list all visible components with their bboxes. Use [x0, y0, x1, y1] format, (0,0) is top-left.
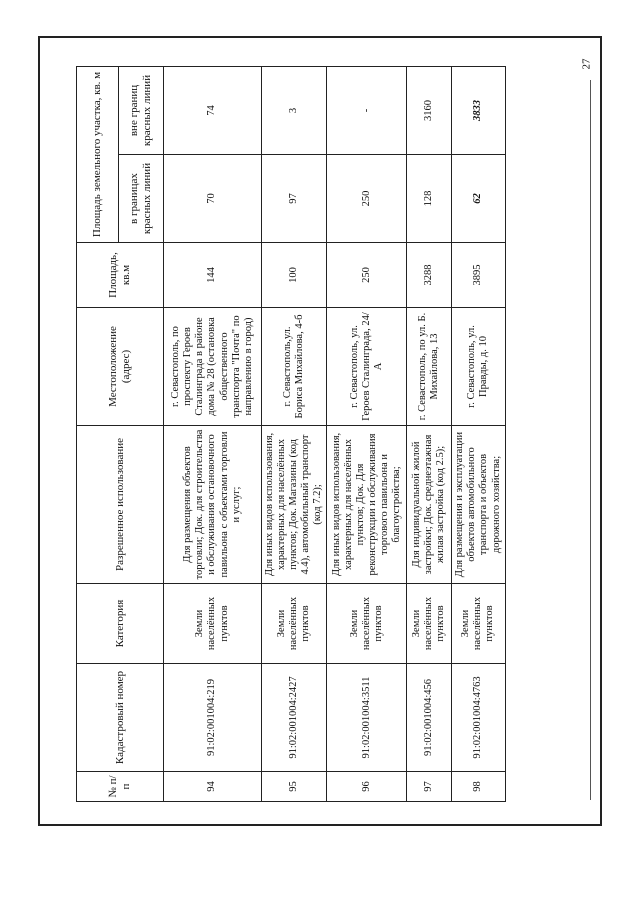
cell-usage: Для иных видов использования, характерных для населённых пунктов; Док. Магазины (код 4.4), автомобильный транспорт (код 7.2);	[262, 426, 327, 584]
header-area: Площадь, кв.м	[77, 243, 164, 308]
header-usage: Разрешенное использование	[77, 426, 164, 584]
table-row	[452, 66, 505, 801]
cell-num: 95	[262, 772, 327, 802]
cell-usage: Для размещения и эксплуатации объектов автомобильного транспорта и объектов дорожного хозяйства;	[452, 426, 505, 584]
page-number: 27	[580, 58, 593, 70]
header-outside: вне границ красных линий	[119, 66, 164, 154]
cell-location: г. Севастополь, по ул. Б. Михайлова, 13	[407, 308, 452, 426]
cell-outside: 3	[262, 66, 327, 154]
header-category: Категория	[77, 584, 164, 664]
cell-category: Земли населённых пунктов	[407, 584, 452, 664]
cell-cadastral: 91:02:001004:219	[164, 664, 262, 772]
cell-num: 98	[452, 772, 505, 802]
header-cadastral: Кадастровый номер	[77, 664, 164, 772]
cell-usage: Для индивидуальной жилой застройки; Док. среднеэтажная жилая застройка (код 2.5);	[407, 426, 452, 584]
cell-outside: 74	[164, 66, 262, 154]
header-plot-area: Площадь земельного участка, кв. м	[77, 66, 119, 242]
cell-location: г. Севастополь,ул. Бориса Михайлова, 4-б	[262, 308, 327, 426]
cell-outside: -	[327, 66, 407, 154]
cell-location: г. Севастополь, ул. Героев Сталинграда, 24/А	[327, 308, 407, 426]
cell-area: 3288	[407, 243, 452, 308]
cell-area: 144	[164, 243, 262, 308]
cell-outside: 3833	[452, 66, 505, 154]
table-container	[76, 67, 502, 802]
table-row	[164, 66, 262, 801]
cell-num: 94	[164, 772, 262, 802]
cell-location: г. Севастополь, по проспекту Героев Сталинграда в районе дома № 28 (остановка общественного транспорта "Почта" по направлению в город)	[164, 308, 262, 426]
cell-num: 96	[327, 772, 407, 802]
cell-area: 100	[262, 243, 327, 308]
cell-cadastral: 91:02:001004:2427	[262, 664, 327, 772]
cell-usage: Для иных видов использования, характерных для населённых пунктов; Док. Для реконструкции и обслуживания торгового павильона и благоустройства;	[327, 426, 407, 584]
cell-category: Земли населённых пунктов	[327, 584, 407, 664]
land-plot-table	[76, 66, 506, 802]
footer-rule	[590, 80, 591, 800]
cell-cadastral: 91:02:001004:3511	[327, 664, 407, 772]
cell-outside: 3160	[407, 66, 452, 154]
header-within: в границах красных линий	[119, 155, 164, 243]
header-location: Местоположение (адрес)	[77, 308, 164, 426]
cell-area: 250	[327, 243, 407, 308]
header-num: № п/п	[77, 772, 164, 802]
cell-num: 97	[407, 772, 452, 802]
cell-category: Земли населённых пунктов	[164, 584, 262, 664]
cell-cadastral: 91:02:001004:456	[407, 664, 452, 772]
cell-cadastral: 91:02:001004:4763	[452, 664, 505, 772]
table-row	[327, 66, 407, 801]
cell-within: 128	[407, 155, 452, 243]
cell-area: 3895	[452, 243, 505, 308]
cell-usage: Для размещения объектов торговли; Док. для строительства и обслуживания остановочного павильона с объектами торговли и услуг;	[164, 426, 262, 584]
cell-within: 62	[452, 155, 505, 243]
cell-within: 250	[327, 155, 407, 243]
cell-category: Земли населённых пунктов	[452, 584, 505, 664]
cell-within: 97	[262, 155, 327, 243]
table-row	[262, 66, 327, 801]
cell-within: 70	[164, 155, 262, 243]
cell-category: Земли населённых пунктов	[262, 584, 327, 664]
cell-location: г. Севастополь, ул. Правды, д. 10	[452, 308, 505, 426]
table-row	[407, 66, 452, 801]
